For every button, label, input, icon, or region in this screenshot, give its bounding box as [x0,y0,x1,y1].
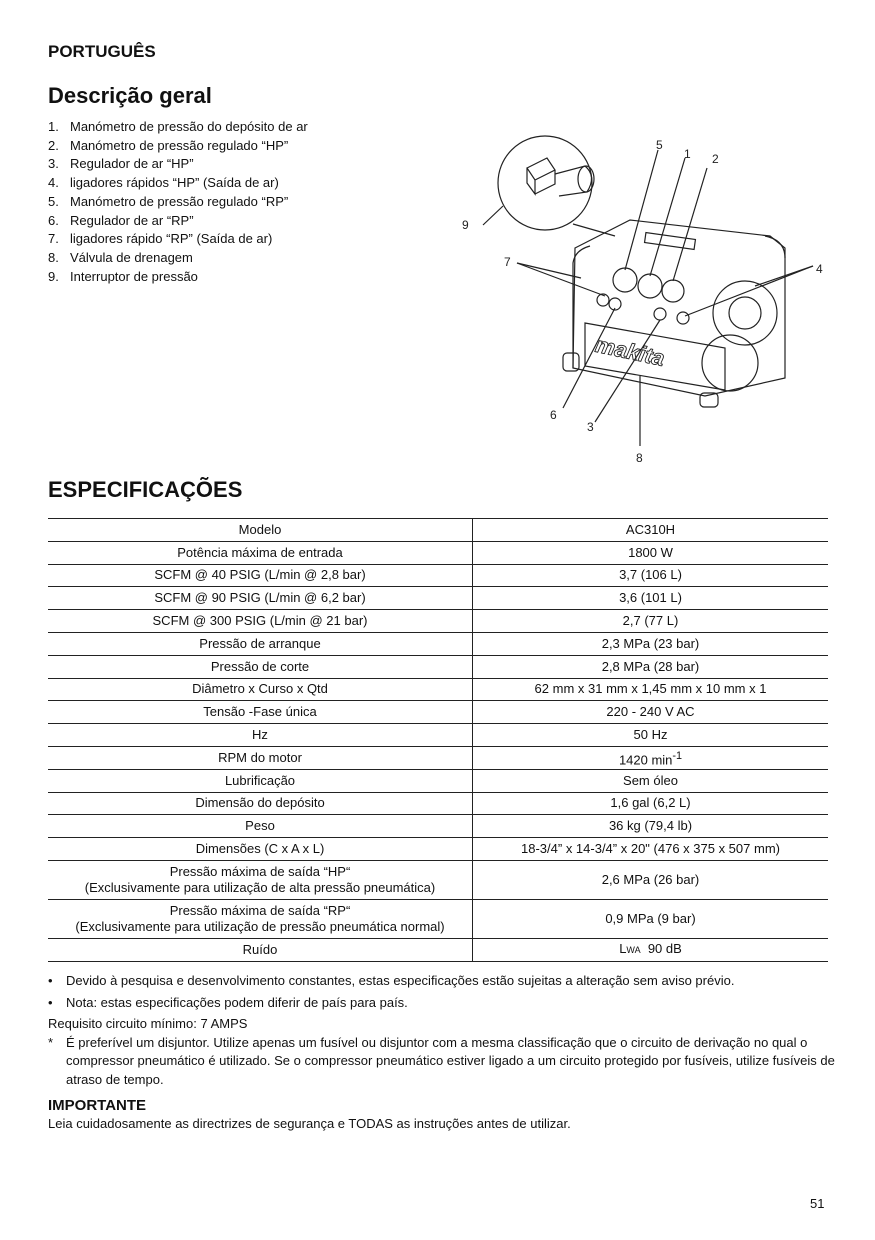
spec-value: 18-3/4” x 14-3/4” x 20" (476 x 375 x 507 mm) [473,838,829,861]
callout-6: 6 [550,408,557,422]
spec-value: 2,3 MPa (23 bar) [473,632,829,655]
table-row [48,860,828,899]
coupler-hp [677,312,689,324]
table-row [48,564,828,587]
list-item [48,249,308,268]
leader-line [685,266,813,316]
table-row [48,792,828,815]
specs-table [48,518,828,962]
item-text: Regulador de ar “RP” [70,212,194,228]
table-row [48,678,828,701]
note-text: Nota: estas especificações podem diferir de país para país. [66,994,408,1010]
spec-label: Ruído [48,938,473,961]
gauge-hp [662,280,684,302]
item-text: ligadores rápido “RP” (Saída de ar) [70,231,273,247]
list-item [48,155,308,174]
item-number: 4. [48,175,59,191]
pressure-switch-detail [527,158,555,194]
spec-label [48,860,473,899]
spec-value: 2,8 MPa (28 bar) [473,655,829,678]
item-text: Manómetro de pressão regulado “HP” [70,137,289,153]
table-row [48,541,828,564]
callout-5: 5 [656,138,663,152]
item-number: 1. [48,119,59,134]
item-number: 3. [48,156,59,172]
section-language: PORTUGUÊS [48,42,156,61]
rpm-value: 1420 min [618,752,673,768]
spec-value [473,938,829,961]
list-item [48,268,308,287]
spec-value: 2,6 MPa (26 bar) [473,860,829,899]
item-number: 2. [48,137,59,153]
noise-value: 90 dB [647,941,682,957]
important-text: Leia cuidadosamente as directrizes de segurança e TODAS as instruções antes de utilizar. [48,1116,571,1131]
table-row [48,632,828,655]
list-item [48,118,308,137]
spec-label: RPM do motor [48,746,473,769]
spec-label: Lubrificação [48,769,473,792]
spec-label: Potência máxima de entrada [48,541,473,564]
list-item [48,230,308,249]
circuit-requirement: Requisito circuito mínimo: 7 AMPS [48,1016,248,1032]
spec-label: Tensão -Fase única [48,701,473,724]
leader-line [517,263,605,296]
spec-label: SCFM @ 300 PSIG (L/min @ 21 bar) [48,610,473,633]
spec-value [473,746,829,769]
spec-label: Peso [48,815,473,838]
item-text: Regulador de ar “HP” [70,156,194,172]
noise-subscript: WA [626,945,641,956]
compressor-handle-left [573,246,590,368]
callout-8: 8 [636,451,643,465]
table-row [48,769,828,792]
leader-line [755,266,813,286]
gauge-tank [638,274,662,298]
compressor-illustration [455,128,840,468]
list-item [48,193,308,212]
table-row [48,815,828,838]
item-number: 8. [48,249,59,265]
fan-hub [729,297,761,329]
spec-value: 1,6 gal (6,2 L) [473,792,829,815]
table-row [48,938,828,961]
spec-value: 1800 W [473,541,829,564]
spec-value: 0,9 MPa (9 bar) [473,899,829,938]
callout-1: 1 [684,147,691,161]
spec-value: Sem óleo [473,769,829,792]
spec-value: 3,7 (106 L) [473,564,829,587]
spec-label-line1: Pressão máxima de saída “HP“ [169,863,351,879]
item-text: Manómetro de pressão do depósito de ar [70,119,308,134]
page-title: Descrição geral [48,83,212,108]
important-title: IMPORTANTE [48,1097,147,1114]
table-row [48,838,828,861]
brand-logo: makita [593,331,667,371]
page-number: 51 [810,1196,825,1211]
spec-label: Pressão de corte [48,655,473,678]
note-asterisk: * É preferível um disjuntor. Utilize apenas um fusível ou disjuntor com a mesma classificação que o circuito de derivação no qual o compressor pneumático é utilizado. Se o compressor pneumático estiver ligado a um circuito protegido por fusíveis, utilize fusíveis de atraso de tempo. [48,1034,838,1090]
tank-end [702,335,758,391]
table-row [48,610,828,633]
note-bullet: • Nota: estas especificações podem diferir de país para país. [48,994,838,1013]
note-text: É preferível um disjuntor. Utilize apenas um fusível ou disjuntor com a mesma classificação que o circuito de derivação no qual o compressor pneumático é utilizado. Se o compressor pneumático estiver ligado a um circuito protegido por fusíveis, utilize fusíveis de atraso de tempo. [66,1034,835,1087]
spec-label-line2: (Exclusivamente para utilização de alta pressão pneumática) [84,879,436,895]
parts-list [48,118,308,286]
compressor-handle-right [765,236,785,258]
rpm-exponent: -1 [672,749,683,762]
table-row [48,899,828,938]
leader-line [625,150,658,270]
notes [48,972,838,1090]
spec-label: Modelo [48,519,473,542]
spec-value: 2,7 (77 L) [473,610,829,633]
spec-label-line1: Pressão máxima de saída “RP“ [169,902,351,918]
spec-value: 50 Hz [473,724,829,747]
top-handle [645,233,696,250]
specs-title: ESPECIFICAÇÕES [48,477,243,502]
note-bullet: • Devido à pesquisa e desenvolvimento constantes, estas especificações estão sujeitas a alteração sem aviso prévio. [48,972,838,991]
detail-link-line [573,224,615,236]
spec-value: 3,6 (101 L) [473,587,829,610]
gauge-rp [613,268,637,292]
table-row [48,655,828,678]
list-item [48,212,308,231]
list-item [48,174,308,193]
table-row [48,724,828,747]
callout-2: 2 [712,152,719,166]
detail-link-line [483,206,503,225]
item-text: Válvula de drenagem [70,249,193,265]
callout-4: 4 [816,262,823,276]
spec-label: Hz [48,724,473,747]
note-text: Devido à pesquisa e desenvolvimento constantes, estas especificações estão sujeitas a alteração sem aviso prévio. [66,973,735,988]
spec-label-line2: (Exclusivamente para utilização de pressão pneumática normal) [75,918,445,934]
spec-value: 220 - 240 V AC [473,701,829,724]
table-row [48,701,828,724]
spec-label: Pressão de arranque [48,632,473,655]
table-row [48,519,828,542]
item-number: 6. [48,212,59,228]
item-number: 7. [48,231,59,247]
fan-guard [713,281,777,345]
leader-line [673,168,707,281]
regulator-hp [654,308,666,320]
item-number: 9. [48,268,59,284]
spec-label [48,899,473,938]
item-text: ligadores rápidos “HP” (Saída de ar) [70,175,279,191]
spec-value: AC310H [473,519,829,542]
spec-label: SCFM @ 90 PSIG (L/min @ 6,2 bar) [48,587,473,610]
callout-7: 7 [504,255,511,269]
spec-label: Diâmetro x Curso x Qtd [48,678,473,701]
item-text: Manómetro de pressão regulado “RP” [70,193,289,209]
spec-label: SCFM @ 40 PSIG (L/min @ 2,8 bar) [48,564,473,587]
callout-3: 3 [587,420,594,434]
item-text: Interruptor de pressão [70,268,198,284]
spec-value: 36 kg (79,4 lb) [473,815,829,838]
leader-line [517,263,581,278]
spec-label: Dimensões (C x A x L) [48,838,473,861]
item-number: 5. [48,193,59,209]
spec-label: Dimensão do depósito [48,792,473,815]
spec-value: 62 mm x 31 mm x 1,45 mm x 10 mm x 1 [473,678,829,701]
callout-9: 9 [462,218,469,232]
table-row [48,587,828,610]
list-item [48,137,308,156]
noise-symbol: L [619,941,627,957]
table-row [48,746,828,769]
